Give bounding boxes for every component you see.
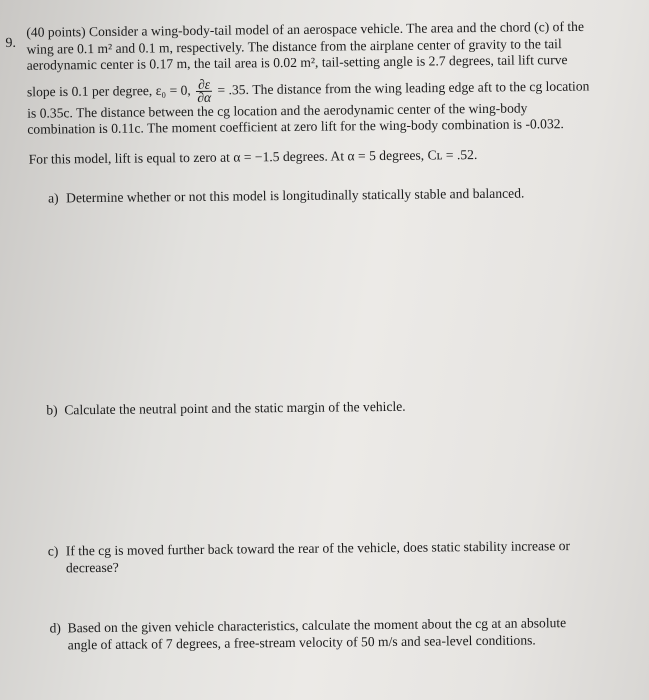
part-d-text-1: Based on the given vehicle characteristics, calculate the moment about the cg at an absolute [67, 615, 567, 636]
part-b [46, 398, 406, 419]
question-number: 9. [5, 35, 17, 51]
part-c [48, 537, 571, 576]
downwash-derivative [196, 78, 212, 103]
model-conditions: For this model, lift is equal to zero at α = −1.5 degrees. At α = 5 degrees, Cʟ = .52. [28, 147, 478, 167]
derivative-numerator: ∂ε [197, 76, 211, 92]
question-line-5: is 0.35c. The distance between the cg location and the aerodynamic center of the wing-body [27, 99, 528, 121]
part-c-text-1: If the cg is moved further back toward the rear of the vehicle, does static stability increase or [65, 538, 571, 559]
part-a [48, 185, 524, 207]
part-b-text: Calculate the neutral point and the static margin of the vehicle. [64, 398, 406, 418]
derivative-denominator: ∂α [197, 89, 212, 105]
part-a-text: Determine whether or not this model is longitudinally statically stable and balanced. [65, 185, 525, 206]
question-text [26, 18, 627, 138]
part-d [49, 614, 566, 653]
slope-suffix: = .35. The distance from the wing leading edge aft to the cg location [217, 77, 590, 97]
part-c-text-2: decrease? [65, 559, 119, 576]
question-line-2: wing are 0.1 m² and 0.1 m, respectively. The distance from the airplane center of gravity to the tail [26, 35, 562, 57]
slope-prefix: slope is 0.1 per degree, ε₀ = 0, [26, 82, 191, 99]
part-c-label: c) [47, 543, 59, 559]
part-d-label: d) [49, 620, 61, 636]
question-line-1: (40 points) Consider a wing-body-tail model of an aerospace vehicle. The area and the chord (c) of the [26, 18, 585, 40]
part-d-text-2: angle of attack of 7 degrees, a free-stream velocity of 50 m/s and sea-level conditions. [67, 632, 536, 653]
part-b-label: b) [46, 402, 58, 418]
question-line-3: aerodynamic center is 0.17 m, the tail area is 0.02 m², tail-setting angle is 2.7 degrees, tail lift curve [26, 52, 568, 73]
question-line-6: combination is 0.11c. The moment coefficient at zero lift for the wing-body combination is -0.032. [27, 116, 564, 137]
part-a-label: a) [47, 190, 59, 206]
